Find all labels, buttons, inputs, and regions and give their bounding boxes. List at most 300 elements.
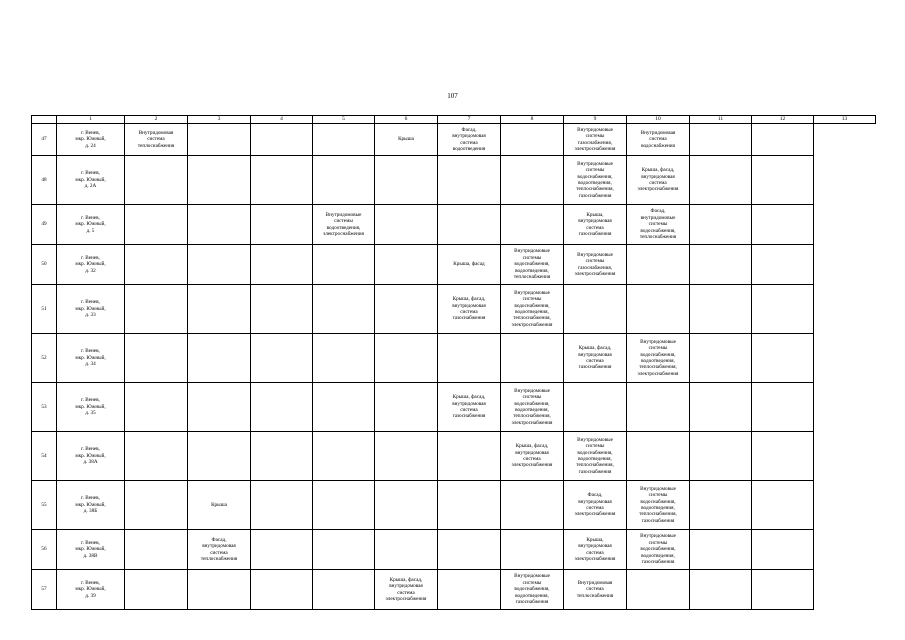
empty-cell [125, 285, 188, 334]
work-cell-col-11 [627, 124, 690, 156]
empty-cell [313, 156, 375, 205]
cell-line: Внутридомовая [577, 579, 613, 586]
cell-line: внутридомовая [202, 543, 236, 550]
address-line: г. Венев, [81, 348, 100, 355]
cell-line: водоснабжения, [577, 449, 613, 456]
cell-line: система [147, 136, 165, 143]
address-cell [57, 530, 125, 570]
empty-cell [251, 570, 313, 610]
work-cell-col-8 [438, 245, 501, 285]
cell-line: система [649, 180, 667, 186]
cell-line: газоснабжения [515, 599, 549, 606]
cell-line: Фасад, [461, 126, 477, 133]
address-line: мкр. Южный, [75, 221, 106, 228]
empty-cell [313, 285, 375, 334]
empty-cell [125, 530, 188, 570]
cell-line: системы [522, 394, 542, 401]
cell-line: Крыша, фасад [453, 261, 485, 268]
cell-line: внутридомовая [452, 400, 486, 407]
address-cell [57, 334, 125, 383]
empty-cell [251, 245, 313, 285]
cell-line: водоснабжения, [514, 586, 550, 593]
column-header: 11 [690, 116, 752, 124]
empty-cell [251, 124, 313, 156]
cell-line: система [586, 358, 604, 364]
cell-line: Внутридомовые [577, 251, 613, 258]
cell-line: внутридомовые [640, 214, 676, 221]
cell-line: водоснабжения, [640, 227, 676, 234]
empty-cell [752, 124, 814, 156]
work-cell-col-3 [125, 124, 188, 156]
cell-line: Крыша, фасад, [452, 394, 486, 401]
column-header: 5 [313, 116, 375, 124]
cell-line: системы [648, 221, 668, 228]
cell-line: электроснабжения [511, 321, 553, 328]
cell-line: газоснабжения [578, 230, 612, 237]
empty-cell [501, 124, 564, 156]
empty-cell [188, 245, 251, 285]
cell-line: водоснабжения, [640, 546, 676, 553]
cell-line: водоотведения [452, 145, 486, 152]
empty-cell [188, 432, 251, 481]
address-line: мкр. Южный, [75, 305, 106, 312]
cell-line: теплоснабжения [639, 234, 677, 241]
address-line: д. 35 [85, 410, 96, 417]
cell-line: система [649, 136, 667, 143]
row-number: 52 [32, 334, 57, 383]
cell-line: Крыша, [586, 211, 604, 218]
address-line: г. Венев, [81, 397, 100, 404]
cell-line: Крыша, [586, 536, 604, 543]
row-number: 56 [32, 530, 57, 570]
empty-cell [188, 285, 251, 334]
address-line: г. Венев, [81, 495, 100, 502]
empty-cell [313, 530, 375, 570]
cell-line: система [460, 407, 478, 413]
empty-cell [188, 570, 251, 610]
empty-cell [438, 432, 501, 481]
cell-line: Внутридомовые [514, 387, 550, 394]
table-row [32, 205, 876, 245]
cell-line: внутридомовая [515, 449, 549, 456]
row-number: 53 [32, 383, 57, 432]
cell-line: водоснабжения, [577, 173, 613, 180]
empty-cell [251, 205, 313, 245]
empty-cell [375, 245, 438, 285]
cell-line: газоснабжения [578, 468, 612, 475]
empty-cell [375, 530, 438, 570]
work-cell-col-11 [627, 334, 690, 383]
empty-cell [251, 432, 313, 481]
column-header: 9 [564, 116, 627, 124]
cell-line: газоснабжения [578, 364, 612, 371]
empty-cell [313, 124, 375, 156]
cell-line: системы [522, 296, 542, 303]
empty-cell [251, 285, 313, 334]
address-cell [57, 124, 125, 156]
table-row [32, 156, 876, 205]
empty-cell [251, 530, 313, 570]
empty-cell [690, 124, 752, 156]
empty-cell [627, 432, 690, 481]
address-line: г. Венев, [81, 579, 100, 586]
address-line: д. 39 [85, 592, 96, 599]
row-number: 51 [32, 285, 57, 334]
cell-line: внутридомовая [389, 583, 423, 590]
row-number: 49 [32, 205, 57, 245]
empty-cell [251, 156, 313, 205]
cell-line: электроснабжения [511, 419, 553, 426]
address-cell [57, 481, 125, 530]
work-cell-col-6 [313, 205, 375, 245]
table-row [32, 530, 876, 570]
empty-cell [251, 383, 313, 432]
cell-line: электроснабжения [574, 145, 616, 152]
address-line: мкр. Южный, [75, 136, 106, 143]
empty-cell [188, 124, 251, 156]
cell-line: внутридомовая [452, 133, 486, 140]
empty-cell [188, 334, 251, 383]
work-cell-col-9 [501, 432, 564, 481]
table-row [32, 285, 876, 334]
cell-line: Крыша [398, 136, 414, 143]
empty-cell [752, 156, 814, 205]
cell-line: газоснабжения [641, 517, 675, 524]
empty-cell [188, 383, 251, 432]
work-cell-col-9 [501, 383, 564, 432]
cell-line: водоотведения, [326, 224, 361, 231]
address-cell [57, 156, 125, 205]
column-header: 13 [814, 116, 876, 124]
empty-cell [501, 334, 564, 383]
cell-line: водоотведения, [641, 358, 675, 364]
column-header: 7 [438, 116, 501, 124]
cell-line: внутридомовая [641, 173, 675, 180]
work-cell-col-11 [627, 205, 690, 245]
cell-line: Крыша, фасад, [578, 345, 612, 352]
cell-line: система [586, 505, 604, 511]
address-cell [57, 205, 125, 245]
row-number: 54 [32, 432, 57, 481]
work-cell-col-10 [564, 156, 627, 205]
empty-cell [375, 334, 438, 383]
cell-line: водоотведения, [515, 407, 549, 413]
empty-cell [125, 432, 188, 481]
address-line: д. 24 [85, 142, 96, 149]
cell-line: теплоснабжения, [576, 462, 614, 469]
work-cell-col-9 [501, 285, 564, 334]
cell-line: газоснабжения, [577, 264, 613, 271]
cell-line: системы [585, 133, 605, 140]
cell-line: газоснабжения [452, 315, 486, 322]
address-line: д. 38В [83, 552, 98, 559]
address-line: д. 38А [83, 459, 98, 466]
work-cell-col-10 [564, 205, 627, 245]
empty-cell [627, 383, 690, 432]
cell-line: Фасад, [650, 208, 666, 215]
cell-line: Внутридомовые [514, 289, 550, 296]
cell-line: теплоснабжения, [513, 315, 551, 322]
cell-line: водоотведения, [641, 552, 675, 559]
empty-cell [125, 481, 188, 530]
cell-line: системы [648, 345, 668, 352]
cell-line: система [397, 589, 415, 596]
cell-line: внутридомовая [578, 543, 612, 550]
column-header: 10 [627, 116, 690, 124]
cell-line: Фасад, [587, 492, 603, 499]
column-number-row [32, 116, 876, 124]
cell-line: Крыша, фасад, [641, 167, 675, 174]
address-cell [57, 245, 125, 285]
row-number: 50 [32, 245, 57, 285]
cell-line: Внутридомовые [640, 533, 676, 540]
cell-line: водоснабжения, [514, 400, 550, 407]
cell-line: теплоснабжения, [576, 186, 614, 193]
cell-line: системы [585, 443, 605, 450]
empty-cell [313, 481, 375, 530]
cell-line: водоотведения, [578, 456, 612, 462]
empty-cell [438, 205, 501, 245]
column-header: 2 [125, 116, 188, 124]
empty-cell [501, 530, 564, 570]
row-number: 57 [32, 570, 57, 610]
empty-cell [501, 156, 564, 205]
table-row [32, 383, 876, 432]
address-line: д. 33 [85, 312, 96, 319]
cell-line: газоснабжения, [577, 139, 613, 146]
cell-line: водоотведения, [641, 505, 675, 511]
empty-cell [752, 205, 814, 245]
work-cell-col-4 [188, 481, 251, 530]
work-cell-col-8 [438, 383, 501, 432]
empty-cell [627, 245, 690, 285]
row-number: 47 [32, 124, 57, 156]
cell-line: Внутридомовые [514, 248, 550, 255]
cell-line: электроснабжения [574, 511, 616, 518]
empty-cell [375, 285, 438, 334]
cell-line: водоснабжения, [640, 351, 676, 358]
work-cell-col-10 [564, 124, 627, 156]
empty-cell [752, 245, 814, 285]
empty-cell [690, 383, 752, 432]
cell-line: электроснабжения [637, 370, 679, 377]
empty-cell [313, 334, 375, 383]
cell-line: внутридомовая [578, 218, 612, 225]
address-line: г. Венев, [81, 170, 100, 177]
work-cell-col-11 [627, 481, 690, 530]
work-cell-col-10 [564, 432, 627, 481]
empty-cell [251, 334, 313, 383]
cell-line: водоснабжения [641, 142, 675, 149]
schedule-table [31, 115, 876, 610]
address-line: д. 34 [85, 361, 96, 368]
address-line: мкр. Южный, [75, 586, 106, 593]
cell-line: электроснабжения [385, 595, 427, 602]
address-line: мкр. Южный, [75, 546, 106, 553]
cell-line: газоснабжения [641, 559, 675, 566]
cell-line: Внутридомовые [577, 160, 613, 167]
cell-line: системы [334, 218, 353, 225]
address-line: д. 38Б [83, 508, 98, 515]
empty-cell [690, 481, 752, 530]
address-line: г. Венев, [81, 129, 100, 136]
cell-line: система [586, 224, 604, 231]
row-number-header [32, 116, 57, 124]
cell-line: водоотведения, [578, 180, 612, 186]
empty-cell [690, 334, 752, 383]
empty-cell [752, 481, 814, 530]
cell-line: Крыша, фасад, [389, 576, 423, 583]
empty-cell [690, 530, 752, 570]
address-line: г. Венев, [81, 539, 100, 546]
empty-cell [375, 481, 438, 530]
empty-cell [313, 570, 375, 610]
work-cell-col-11 [627, 156, 690, 205]
cell-line: системы [648, 539, 668, 546]
table-row [32, 432, 876, 481]
work-cell-col-10 [564, 481, 627, 530]
cell-line: теплоснабжения [200, 555, 238, 562]
address-line: мкр. Южный, [75, 261, 106, 268]
address-line: д. 32 [85, 267, 96, 274]
cell-line: система [210, 549, 228, 556]
empty-cell [438, 156, 501, 205]
cell-line: системы [585, 167, 605, 174]
cell-line: внутридомовая [452, 302, 486, 309]
cell-line: система [586, 586, 604, 593]
cell-line: Фасад, [211, 536, 227, 543]
address-line: г. Венев, [81, 446, 100, 453]
empty-cell [752, 530, 814, 570]
work-cell-col-10 [564, 334, 627, 383]
empty-cell [752, 285, 814, 334]
cell-line: Внутридомовая [138, 129, 174, 136]
work-cell-col-7 [375, 124, 438, 156]
address-line: д. 5 [86, 227, 95, 234]
cell-line: теплоснабжения [576, 592, 614, 599]
empty-cell [125, 383, 188, 432]
empty-cell [690, 285, 752, 334]
empty-cell [564, 383, 627, 432]
empty-cell [313, 383, 375, 432]
cell-line: системы [522, 579, 542, 586]
cell-line: Внутридомовые [577, 436, 613, 443]
empty-cell [438, 570, 501, 610]
cell-line: система [460, 309, 478, 315]
row-number: 48 [32, 156, 57, 205]
cell-line: Внутридомовые [514, 573, 550, 580]
cell-line: система [586, 549, 604, 556]
cell-line: газоснабжения [578, 192, 612, 199]
column-header: 12 [752, 116, 814, 124]
empty-cell [690, 156, 752, 205]
empty-cell [313, 432, 375, 481]
cell-line: электроснабжения [574, 555, 616, 562]
address-line: мкр. Южный, [75, 403, 106, 410]
empty-cell [125, 245, 188, 285]
empty-cell [313, 245, 375, 285]
cell-line: водоотведения, [515, 309, 549, 315]
cell-line: системы [522, 254, 542, 261]
empty-cell [752, 383, 814, 432]
table-row [32, 245, 876, 285]
work-cell-col-8 [438, 285, 501, 334]
empty-cell [188, 156, 251, 205]
empty-cell [438, 530, 501, 570]
empty-cell [375, 432, 438, 481]
empty-cell [125, 205, 188, 245]
empty-cell [627, 285, 690, 334]
work-cell-col-10 [564, 245, 627, 285]
empty-cell [690, 245, 752, 285]
address-line: г. Венев, [81, 299, 100, 306]
empty-cell [564, 285, 627, 334]
address-line: г. Венев, [81, 254, 100, 261]
empty-cell [501, 481, 564, 530]
empty-cell [438, 334, 501, 383]
column-header: 1 [57, 116, 125, 124]
cell-line: Крыша, фасад, [515, 443, 549, 450]
address-line: мкр. Южный, [75, 501, 106, 508]
cell-line: теплоснабжения, [513, 413, 551, 420]
work-cell-col-9 [501, 570, 564, 610]
table-row [32, 334, 876, 383]
work-cell-col-11 [627, 530, 690, 570]
column-header: 6 [375, 116, 438, 124]
address-cell [57, 285, 125, 334]
work-cell-col-7 [375, 570, 438, 610]
cell-line: система [523, 456, 541, 462]
cell-line: теплоснабжения, [639, 511, 677, 518]
cell-line: теплоснабжения, [639, 364, 677, 371]
address-line: мкр. Южный, [75, 452, 106, 459]
empty-cell [375, 383, 438, 432]
column-header: 3 [188, 116, 251, 124]
cell-line: водоотведения, [515, 267, 549, 274]
cell-line: Внутридомовые [325, 211, 362, 218]
cell-line: Крыша [211, 501, 227, 508]
cell-line: водоснабжения, [514, 302, 550, 309]
empty-cell [690, 432, 752, 481]
cell-line: электроснабжения [511, 462, 553, 469]
table-body [32, 124, 876, 610]
work-cell-col-10 [564, 530, 627, 570]
cell-line: внутридомовая [578, 351, 612, 358]
cell-line: Крыша, фасад, [452, 296, 486, 303]
cell-line: система [460, 139, 478, 146]
cell-line: Внутридомовые [640, 338, 676, 345]
empty-cell [125, 156, 188, 205]
row-number: 55 [32, 481, 57, 530]
work-cell-col-10 [564, 570, 627, 610]
empty-cell [690, 205, 752, 245]
address-line: мкр. Южный, [75, 176, 106, 183]
work-cell-col-8 [438, 124, 501, 156]
cell-line: теплоснабжения [137, 142, 175, 149]
cell-line: электроснабжения [323, 230, 364, 237]
address-line: г. Венев, [81, 214, 100, 221]
cell-line: системы [648, 492, 668, 499]
cell-line: водоснабжения, [640, 498, 676, 505]
empty-cell [125, 570, 188, 610]
address-line: д. 2А [84, 183, 97, 190]
empty-cell [375, 205, 438, 245]
table-row [32, 570, 876, 610]
cell-line: электроснабжения [574, 270, 616, 277]
cell-line: системы [585, 258, 605, 265]
empty-cell [251, 481, 313, 530]
cell-line: Внутридомовые [640, 485, 676, 492]
